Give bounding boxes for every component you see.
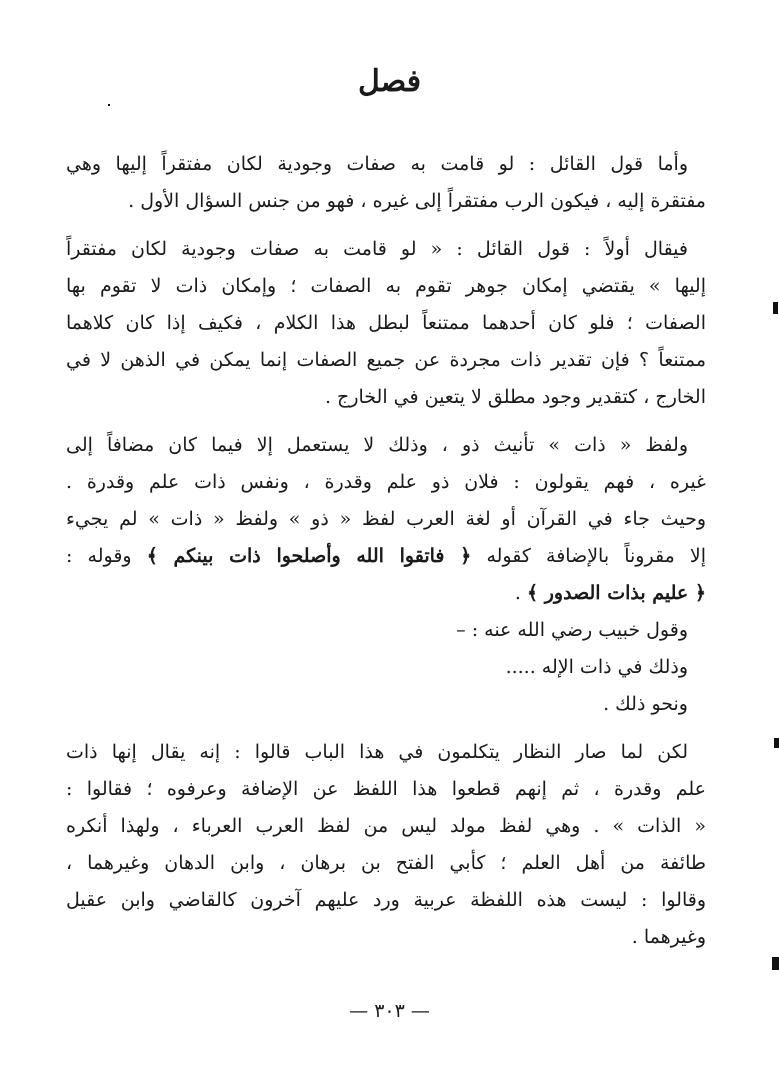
scan-mark <box>108 104 110 106</box>
quran-citation-line <box>66 575 706 612</box>
text-segment: إلا مقروناً بالإضافة كقوله <box>486 545 706 567</box>
text-line: ونحو ذلك . <box>603 693 688 715</box>
text-line: وقالوا : ليست هذه اللفظة عربية ورد عليهم آخرون كالقاضي وابن عقيل <box>66 889 706 911</box>
text-line: مفتقرة إليه ، فيكون الرب مفتقراً إلى غيره ، فهو من جنس السؤال الأول . <box>128 190 706 212</box>
text-line: وقول خبيب رضي الله عنه : – <box>456 619 688 641</box>
text-line: غيره ، فهم يقولون : فلان ذو علم وقدرة ، ونفس ذات علم وقدرة . <box>66 471 706 493</box>
text-line: وذلك في ذات الإله ..... <box>505 656 688 678</box>
text-line: وأما قول القائل : لو قامت به صفات وجودية لكان مفتقراً إليها وهي <box>66 153 688 175</box>
scan-mark <box>774 738 779 748</box>
section-heading: فصل <box>357 64 422 99</box>
text-segment: . <box>514 582 521 604</box>
text-segment: وقوله : <box>66 545 132 567</box>
text-line: الخارج ، كتقدير وجود مطلق لا يتعين في الخارج . <box>324 386 706 408</box>
quran-verse: ﴿ عليم بذات الصدور ﴾ <box>526 582 706 604</box>
text-line: وغيرهما . <box>631 926 706 948</box>
page-number: — ٣٠٣ — <box>349 1000 430 1022</box>
text-line: إليها » يقتضي إمكان جوهر تقوم به الصفات ؛ وإمكان ذات لا تقوم بها <box>66 275 706 297</box>
text-line: علم وقدرة ، ثم إنهم قطعوا هذا اللفظ عن الإضافة وعرفوه ؛ فقالوا : <box>66 778 706 800</box>
scan-mark <box>772 957 779 970</box>
text-line: ممتنعاً ؟ فإن تقدير ذات مجردة عن جميع الصفات إنما يمكن في الذهن لا في <box>66 349 706 371</box>
quran-citation-line <box>66 538 706 575</box>
text-line: الصفات ؛ فلو كان أحدهما ممتنعاً لبطل هذا الكلام ، فكيف إذا كان كلاهما <box>66 312 706 334</box>
quran-verse: ﴿ فاتقوا الله وأصلحوا ذات بينكم ﴾ <box>146 545 472 567</box>
text-line: « الذات » . وهي لفظ مولد ليس من لفظ العرب العرباء ، ولهذا أنكره <box>66 815 706 837</box>
body-text <box>66 146 706 956</box>
text-line: وحيث جاء في القرآن أو لغة العرب لفظ « ذو » ولفظ « ذات » لم يجيء <box>66 508 706 530</box>
text-line: لكن لما صار النظار يتكلمون في هذا الباب قالوا : إنه يقال إنها ذات <box>66 741 688 763</box>
text-line: فيقال أولاً : قول القائل : « لو قامت به صفات وجودية لكان مفتقراً <box>66 238 688 260</box>
text-line: طائفة من أهل العلم ؛ كأبي الفتح بن برهان ، وابن الدهان وغيرهما ، <box>66 852 706 874</box>
scan-mark <box>773 302 778 314</box>
text-line: ولفظ « ذات » تأنيث ذو ، وذلك لا يستعمل إلا فيما كان مضافاً إلى <box>66 434 688 456</box>
